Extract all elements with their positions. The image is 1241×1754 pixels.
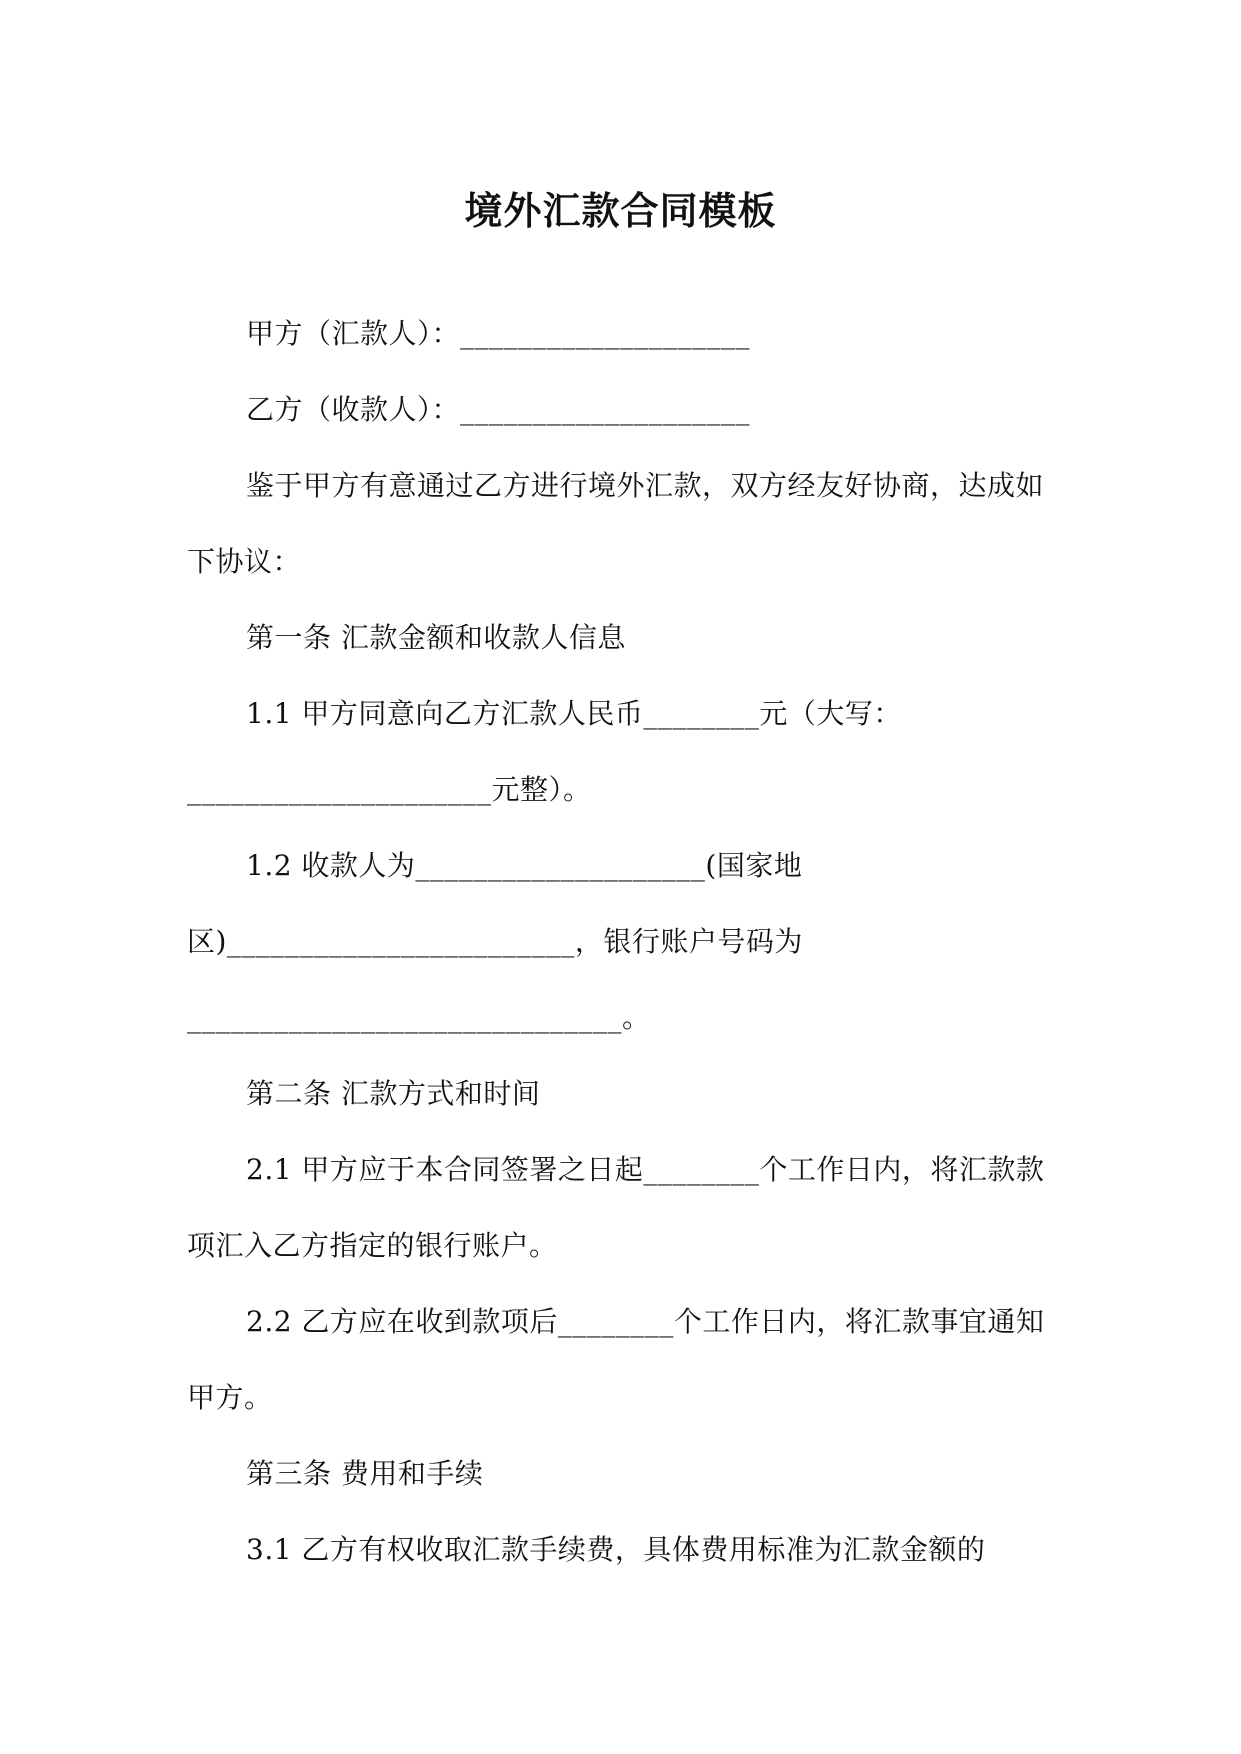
clause-1-1-line-1: 1.1 甲方同意向乙方汇款人民币________元（大写： <box>246 697 902 730</box>
clause-2-2-line-1: 2.2 乙方应在收到款项后________个工作日内，将汇款事宜通知 <box>246 1305 1045 1338</box>
clause-2-1-line-2: 项汇入乙方指定的银行账户。 <box>187 1229 558 1262</box>
document-title: 境外汇款合同模板 <box>464 188 777 233</box>
article-1-heading: 第一条 汇款金额和收款人信息 <box>246 621 626 654</box>
party-a-line: 甲方（汇款人）：____________________ <box>246 317 751 350</box>
clause-1-2-line-3: ______________________________。 <box>187 1001 651 1034</box>
article-2-heading: 第二条 汇款方式和时间 <box>246 1077 541 1110</box>
clause-1-2-line-2: 区)________________________，银行账户号码为 <box>187 925 803 958</box>
party-b-line: 乙方（收款人）：____________________ <box>246 393 751 426</box>
preamble-line-2: 下协议： <box>187 545 302 578</box>
clause-2-2-line-2: 甲方。 <box>187 1381 273 1414</box>
clause-1-2-line-1: 1.2 收款人为____________________(国家地 <box>246 849 803 882</box>
clause-3-1-line-1: 3.1 乙方有权收取汇款手续费，具体费用标准为汇款金额的 <box>246 1533 986 1566</box>
clause-1-1-line-2: _____________________元整）。 <box>187 773 592 806</box>
preamble-line-1: 鉴于甲方有意通过乙方进行境外汇款，双方经友好协商，达成如 <box>246 469 1045 502</box>
clause-2-1-line-1: 2.1 甲方应于本合同签署之日起________个工作日内，将汇款款 <box>246 1153 1045 1186</box>
article-3-heading: 第三条 费用和手续 <box>246 1457 484 1490</box>
